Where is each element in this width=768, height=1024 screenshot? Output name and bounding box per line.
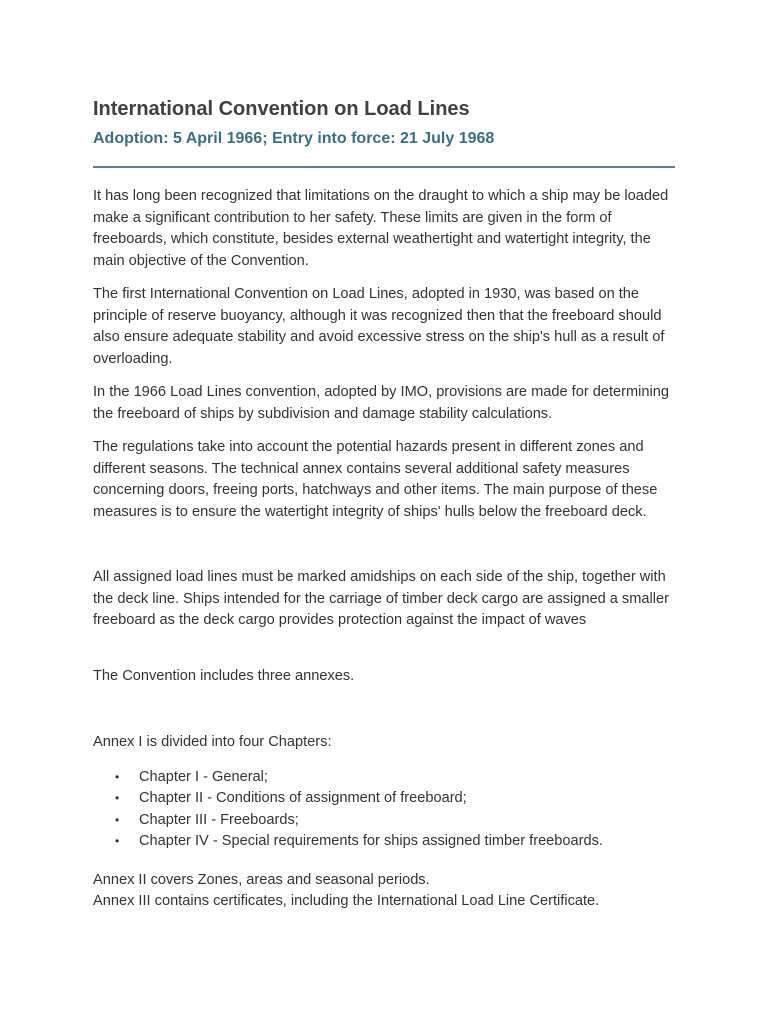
document-page <box>93 96 675 913</box>
list-item <box>115 767 675 789</box>
paragraph-annex-one-intro: Annex I is divided into four Chapters: <box>93 734 332 750</box>
annex-three-line: Annex III contains certificates, including the International Load Line Certificate. <box>93 893 600 909</box>
paragraph-first-convention: The first International Convention on Load Lines, adopted in 1930, was based on the principle of reserve buoyancy, although it was recognized then that the freeboard should also ensure adequate stability and avoid excessive stress on the ship's hull as a result of overloading. <box>93 286 665 367</box>
bullet-icon: • <box>115 834 120 848</box>
chapter-label: Chapter IV - Special requirements for ships assigned timber freeboards. <box>139 833 603 849</box>
bullet-icon: • <box>115 812 120 827</box>
paragraph-draught-limits: It has long been recognized that limitations on the draught to which a ship may be loaded make a significant contribution to her safety. These limits are given in the form of freeboards, which constitute, besides external weathertight and watertight integrity, the main objective of the Convention. <box>93 188 669 269</box>
bullet-icon: • <box>115 769 120 784</box>
list-item <box>115 788 675 810</box>
title-divider <box>93 166 675 168</box>
chapter-label: Chapter II - Conditions of assignment of freeboard; <box>139 790 467 806</box>
bullet-icon: • <box>115 791 120 805</box>
list-item <box>115 810 675 832</box>
paragraph-load-lines-marking: All assigned load lines must be marked amidships on each side of the ship, together with the deck line. Ships intended for the carriage of timber deck cargo are assigned a smaller freeboard as the deck cargo provides protection against the impact of waves <box>93 569 669 628</box>
document-subtitle: Adoption: 5 April 1966; Entry into force: 21 July 1968 <box>93 130 495 147</box>
paragraph-regulations: The regulations take into account the potential hazards present in different zones and different seasons. The technical annex contains several additional safety measures concerning doors, freeing ports, hatchways and other items. The main purpose of these measures is to ensure the watertight integrity of ships' hulls below the freeboard deck. <box>93 439 658 520</box>
document-title: International Convention on Load Lines <box>93 98 470 120</box>
chapter-list <box>93 767 675 853</box>
paragraph-three-annexes: The Convention includes three annexes. <box>93 667 355 684</box>
annex-two-line: Annex II covers Zones, areas and seasonal periods. <box>93 871 430 888</box>
annex-summary <box>93 870 675 913</box>
paragraph-1966-convention: In the 1966 Load Lines convention, adopted by IMO, provisions are made for determining the freeboard of ships by subdivision and damage stability calculations. <box>93 384 669 422</box>
list-item <box>115 831 675 853</box>
chapter-label: Chapter I - General; <box>139 768 268 785</box>
chapter-label: Chapter III - Freeboards; <box>139 811 299 828</box>
